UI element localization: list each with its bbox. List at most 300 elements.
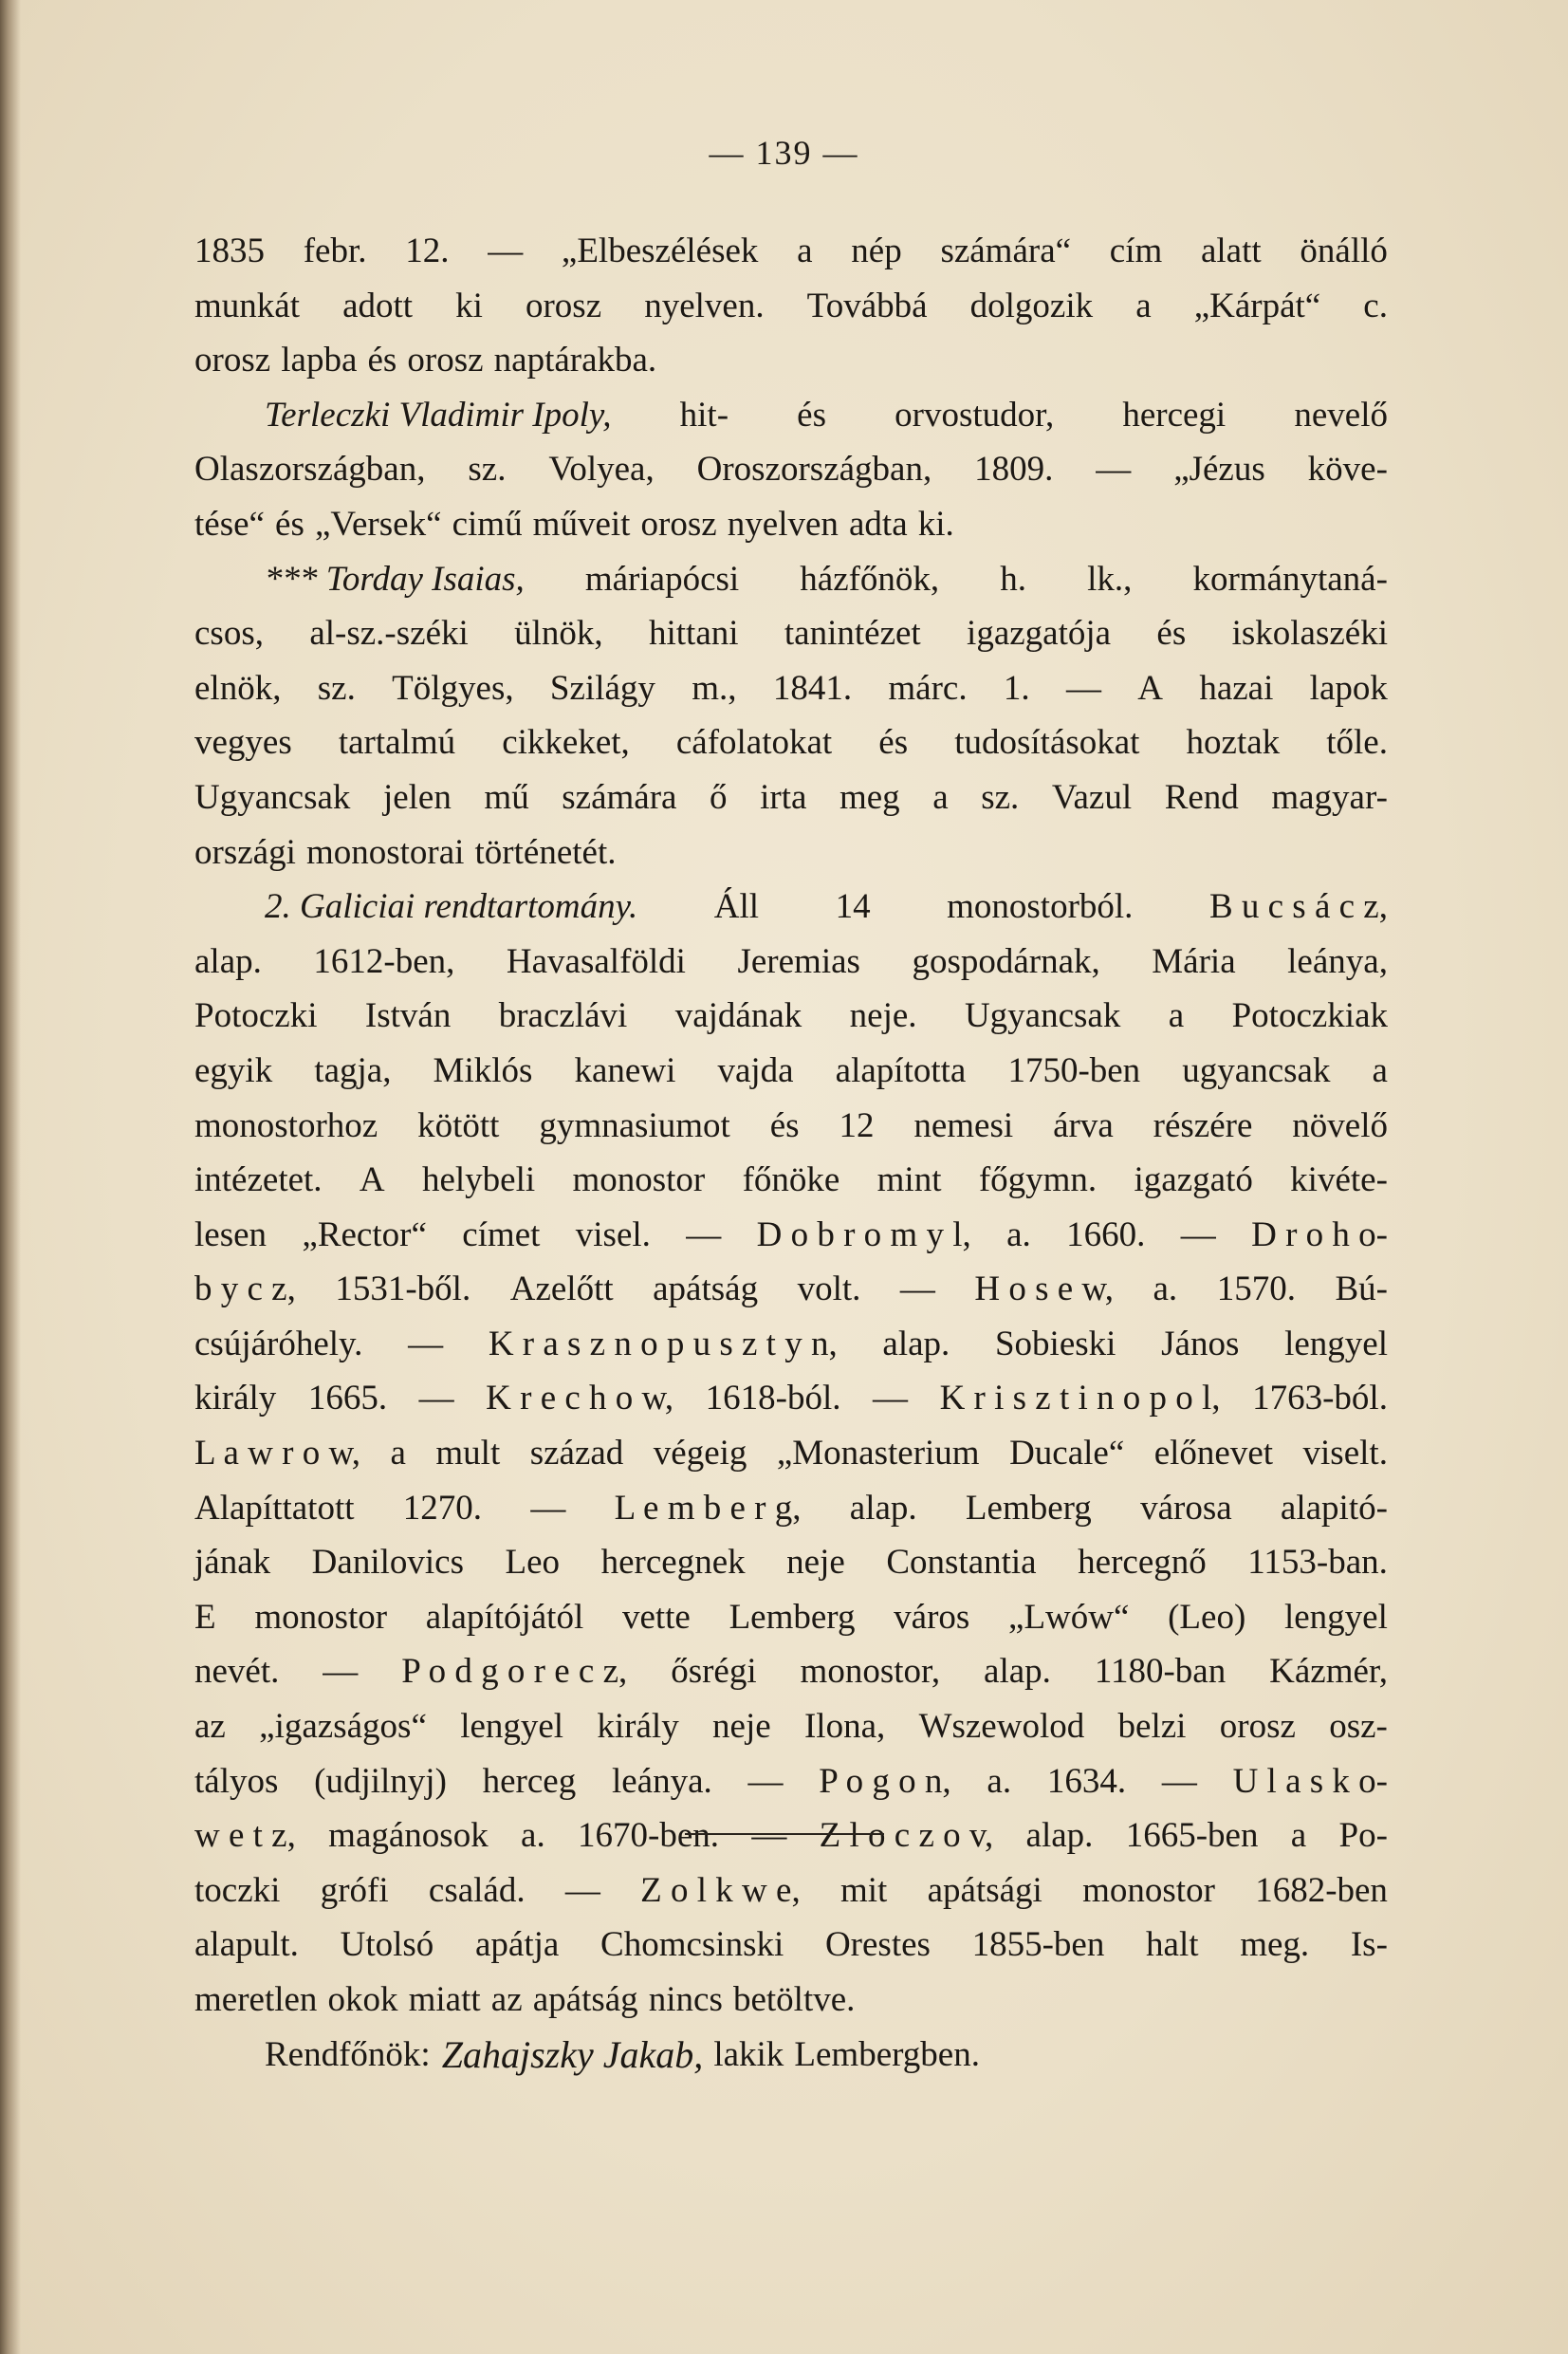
word: gymnasiumot (539, 1105, 730, 1145)
word: főgymn. (978, 1160, 1098, 1200)
word: E (194, 1597, 216, 1637)
word: cikkeket, (502, 723, 630, 763)
word: egyik (194, 1050, 273, 1090)
word: elnök, (194, 668, 282, 708)
word: alap. (849, 1488, 917, 1528)
word: iskolaszéki (1231, 614, 1388, 654)
word: kötött (417, 1105, 500, 1145)
word: halt (1146, 1925, 1199, 1965)
word: Z l o c z o v, (819, 1816, 994, 1856)
word: — (530, 1488, 566, 1528)
text-line (194, 1208, 1388, 1263)
word: nincs (648, 1980, 723, 2019)
text-line (194, 1808, 1388, 1863)
word: *** Torday Isaias, (265, 559, 525, 599)
text-line (194, 1918, 1388, 1973)
word: Z o l k w e, (640, 1870, 801, 1910)
word: Wszewolod (918, 1707, 1085, 1747)
word: „Lwów“ (1008, 1597, 1130, 1637)
word: magyar- (1271, 777, 1388, 817)
word: naptárakba. (493, 341, 657, 380)
word: Szilágy (549, 668, 655, 708)
word: tályos (194, 1761, 279, 1801)
word: Vazul (1051, 777, 1133, 817)
word: — (1096, 450, 1132, 490)
word: ki (455, 286, 483, 325)
word: Áll (713, 887, 760, 927)
word: — (747, 1761, 784, 1801)
word: történetét. (474, 832, 617, 872)
word: orosz (1219, 1707, 1296, 1747)
text-line (194, 1099, 1388, 1154)
word: magánosok (328, 1816, 489, 1856)
word: városa (1140, 1488, 1232, 1528)
word: alap. (882, 1324, 950, 1363)
word: (udjilnyj) (314, 1761, 447, 1801)
word: házfőnök, (800, 559, 940, 599)
word: jelen (382, 777, 452, 817)
word: intézetet. (194, 1160, 323, 1200)
word: márc. (888, 668, 968, 708)
text-line (194, 606, 1388, 661)
word: 14 (835, 887, 871, 927)
word: tagja, (314, 1050, 392, 1090)
word: tartalmú (338, 723, 456, 763)
word: viselt. (1302, 1434, 1388, 1474)
word: alap. (1025, 1816, 1094, 1856)
word: D r o h o- (1251, 1214, 1388, 1254)
word: 1660. (1066, 1214, 1146, 1254)
text-line (194, 1973, 1388, 2028)
word: végeig (653, 1434, 747, 1474)
word: helybeli (421, 1160, 536, 1200)
word: Tölgyes, (392, 668, 514, 708)
word: Azelőtt (509, 1270, 614, 1309)
word: országi (194, 832, 296, 872)
word: L a w r o w, (194, 1434, 361, 1474)
word: febr. (303, 232, 367, 270)
word: Zahajszky Jakab, (441, 2032, 704, 2076)
word: igazgató (1134, 1160, 1253, 1200)
word: toczki (194, 1870, 281, 1910)
word: orosz (407, 341, 484, 380)
word: P o g o n, (819, 1761, 951, 1801)
word: apátsági (927, 1870, 1042, 1910)
word: w e t z, (194, 1816, 296, 1856)
word: vette (621, 1597, 691, 1637)
text-line (194, 1481, 1388, 1536)
word: lengyel (1284, 1324, 1388, 1363)
text-line (194, 1044, 1388, 1099)
word: gospodárnak, (912, 941, 1100, 981)
word: Olaszországban, (194, 450, 426, 490)
word: adta (849, 504, 908, 544)
word: Bú- (1335, 1270, 1388, 1309)
word: és (275, 504, 304, 544)
word: kanewi (574, 1050, 676, 1090)
word: „Versek“ (314, 504, 442, 544)
word: kormánytaná- (1192, 559, 1388, 599)
word: lengyel (460, 1707, 564, 1747)
word: nyelven (727, 504, 839, 544)
word: a. (1006, 1214, 1031, 1254)
word: 2. Galiciai rendtartomány. (265, 887, 638, 927)
word: hittani (649, 614, 739, 654)
word: Kázmér, (1269, 1652, 1388, 1692)
word: tanintézet (784, 614, 921, 654)
word: A (1137, 668, 1163, 708)
word: Alapíttatott (194, 1488, 355, 1528)
word: sz. (981, 777, 1020, 817)
word: Utolsó (340, 1925, 434, 1965)
word: 12 (839, 1105, 875, 1145)
word: hoztak (1186, 723, 1281, 763)
word: — (1161, 1761, 1197, 1801)
word: sz. (317, 668, 356, 708)
word: csos, (194, 614, 264, 654)
word: „Monasterium (776, 1434, 980, 1474)
word: orosz (640, 504, 717, 544)
word: 1841. (772, 668, 853, 708)
word: Constantia (886, 1543, 1037, 1583)
word: dolgozik (969, 286, 1094, 325)
word: neje (712, 1707, 771, 1747)
word: város (894, 1597, 970, 1637)
word: „Elbeszélések (561, 232, 759, 270)
word: meg. (1240, 1925, 1310, 1965)
word: braczlávi (498, 996, 628, 1036)
word: lk., (1087, 559, 1133, 599)
word: — (323, 1652, 359, 1692)
word: nevelő (1294, 395, 1388, 435)
word: okok (327, 1980, 398, 2019)
word: század (529, 1434, 624, 1474)
word: Havasalföldi (506, 941, 686, 981)
word: 12. (405, 232, 450, 270)
word: Jeremias (737, 941, 860, 981)
word: 1612-ben, (313, 941, 455, 981)
page-binding-shadow (0, 0, 21, 2354)
word: család. (428, 1870, 526, 1910)
word: Volyea, (548, 450, 655, 490)
word: „Jézus (1173, 450, 1265, 490)
word: máriapócsi (584, 559, 740, 599)
word: 1670-ben. (578, 1816, 720, 1856)
word: betöltve. (732, 1980, 856, 2019)
word: apátság (532, 1980, 638, 2019)
word: „igazságos“ (259, 1707, 427, 1747)
word: alatt (1200, 232, 1262, 270)
word: főnöke (742, 1160, 840, 1200)
word: Rendfőnök: (265, 2034, 431, 2074)
text-line (194, 1153, 1388, 1208)
word: orosz (194, 341, 271, 380)
page-number: — 139 — (709, 134, 859, 172)
text-line (194, 1262, 1388, 1317)
word: — (686, 1214, 722, 1254)
word: 1618-ból. (705, 1379, 841, 1418)
word: csújáróhely. (194, 1324, 363, 1363)
word: 1809. (974, 450, 1054, 490)
word: neje. (849, 996, 917, 1036)
text-line (194, 388, 1388, 443)
word: mű (484, 777, 529, 817)
word: vegyes (194, 723, 292, 763)
word: 1750-ben (1007, 1050, 1141, 1090)
word: hit- (679, 395, 729, 435)
word: ő (710, 777, 728, 817)
word: munkát (194, 286, 300, 325)
text-line (194, 935, 1388, 990)
word: grófi (320, 1870, 389, 1910)
word: hazai (1199, 668, 1274, 708)
word: hercegi (1122, 395, 1227, 435)
word: — (488, 232, 524, 270)
word: 1665. (307, 1379, 388, 1418)
word: monostor, (800, 1652, 941, 1692)
word: számára (562, 777, 677, 817)
word: 1270. (402, 1488, 483, 1528)
word: 1763-ból. (1252, 1379, 1388, 1418)
word: cáfolatokat (675, 723, 833, 763)
word: lesen (194, 1214, 267, 1254)
word: tése“ (194, 504, 265, 544)
word: Rend (1164, 777, 1239, 817)
word: mult (435, 1434, 501, 1474)
text-line (194, 825, 1388, 880)
word: Terleczki Vladimir Ipoly, (265, 395, 612, 435)
text-line (194, 1535, 1388, 1590)
word: U l a s k o- (1232, 1761, 1388, 1801)
word: leánya. (611, 1761, 712, 1801)
text-line (194, 442, 1388, 497)
word: neje (786, 1543, 845, 1583)
word: h. (1000, 559, 1027, 599)
word: nemesi (913, 1105, 1014, 1145)
word: a (390, 1434, 406, 1474)
word: nyelven. (644, 286, 765, 325)
word: c. (1363, 286, 1388, 325)
word: vajda (717, 1050, 794, 1090)
word: jának (194, 1543, 271, 1583)
word: Ilona, (803, 1707, 886, 1747)
word: m., (692, 668, 737, 708)
text-line (194, 552, 1388, 607)
word: 1855-ben (971, 1925, 1105, 1965)
word: monostor (254, 1597, 388, 1637)
word: István (364, 996, 452, 1036)
text-line (194, 497, 1388, 552)
word: 1634. (1046, 1761, 1127, 1801)
text-line (194, 880, 1388, 935)
text-line (194, 1371, 1388, 1426)
text-line (194, 279, 1388, 334)
word: az (490, 1980, 523, 2019)
word: nevét. (194, 1652, 280, 1692)
word: a. (987, 1761, 1012, 1801)
word: al-sz.-széki (309, 614, 469, 654)
word: Potoczki (194, 996, 318, 1036)
word: b y c z, (194, 1270, 296, 1309)
text-line (194, 1426, 1388, 1481)
word: mit (839, 1870, 888, 1910)
word: Leo (505, 1543, 561, 1583)
word: címet (462, 1214, 541, 1254)
word: — (408, 1324, 444, 1363)
text-line (194, 333, 1388, 388)
word: 1531-ből. (335, 1270, 471, 1309)
word: Lemberg (729, 1597, 856, 1637)
word: monostorai (305, 832, 465, 872)
word: Ducale“ (1009, 1434, 1125, 1474)
word: orosz (525, 286, 602, 325)
word: alapítójától (425, 1597, 584, 1637)
word: Chomcsinski (600, 1925, 784, 1965)
word: — (873, 1379, 909, 1418)
word: király (194, 1379, 277, 1418)
word: és (797, 395, 826, 435)
word: nép (851, 232, 902, 270)
word: Orestes (824, 1925, 931, 1965)
word: meretlen (194, 1980, 318, 2019)
word: — (418, 1379, 454, 1418)
word: növelő (1292, 1105, 1388, 1145)
word: D o b r o m y l, (756, 1214, 971, 1254)
word: számára“ (940, 232, 1072, 270)
word: 1. (1003, 668, 1030, 708)
word: Mária (1152, 941, 1236, 981)
word: K r a s z n o p u s z t y n, (488, 1324, 838, 1363)
word: L e m b e r g, (614, 1488, 802, 1528)
word: Potoczkiak (1231, 996, 1388, 1036)
word: monostorból. (947, 887, 1134, 927)
word: — (751, 1816, 787, 1856)
word: Po- (1338, 1816, 1388, 1856)
word: a (932, 777, 949, 817)
word: K r e c h o w, (486, 1379, 674, 1418)
word: hercegnek (600, 1543, 746, 1583)
word: műveit (532, 504, 631, 544)
word: ősrégi (671, 1652, 757, 1692)
word: lapok (1309, 668, 1388, 708)
word: osz- (1329, 1707, 1388, 1747)
word: visel. (575, 1214, 651, 1254)
word: adott (342, 286, 414, 325)
word: — (1180, 1214, 1216, 1254)
word: Ugyancsak (964, 996, 1121, 1036)
word: és (878, 723, 909, 763)
word: árva (1053, 1105, 1114, 1145)
word: Is- (1350, 1925, 1388, 1965)
word: ülnök, (514, 614, 603, 654)
text-line (194, 989, 1388, 1044)
word: 1153-ban. (1247, 1543, 1388, 1583)
word: János (1161, 1324, 1240, 1363)
word: a. (1153, 1270, 1178, 1309)
word: önálló (1300, 232, 1388, 270)
section-divider-rule (685, 1833, 884, 1835)
word: Ugyancsak (194, 777, 351, 817)
word: Sobieski (994, 1324, 1116, 1363)
text-line (194, 1863, 1388, 1918)
word: sz. (468, 450, 507, 490)
word: alap. (984, 1652, 1051, 1692)
word: köve- (1307, 450, 1388, 490)
word: volt. (797, 1270, 861, 1309)
text-line (194, 1754, 1388, 1809)
word: orvostudor, (895, 395, 1055, 435)
word: a (1168, 996, 1185, 1036)
word: igazgatója (967, 614, 1112, 654)
word: előnevet (1153, 1434, 1274, 1474)
word: vajdának (674, 996, 802, 1036)
word: részére (1153, 1105, 1253, 1145)
word: apátság (653, 1270, 759, 1309)
word: 1570. (1216, 1270, 1296, 1309)
word: leánya, (1287, 941, 1388, 981)
word: „Kárpát“ (1193, 286, 1321, 325)
word: Lembergben. (794, 2034, 980, 2074)
word: és (769, 1105, 800, 1145)
word: ki. (917, 504, 954, 544)
word: alapitó- (1280, 1488, 1388, 1528)
word: (Leo) (1168, 1597, 1246, 1637)
text-line (194, 770, 1388, 825)
word: — (899, 1270, 935, 1309)
word: alapította (835, 1050, 967, 1090)
word: mint (876, 1160, 942, 1200)
word: belzi (1117, 1707, 1187, 1747)
word: 1682-ben (1255, 1870, 1388, 1910)
word: 1665-ben (1125, 1816, 1259, 1856)
word: monostorhoz (194, 1105, 378, 1145)
word: Továbbá (806, 286, 928, 325)
word: és (1156, 614, 1187, 654)
word: herceg (482, 1761, 577, 1801)
word: lengyel (1283, 1597, 1388, 1637)
word: — (564, 1870, 600, 1910)
word: ugyancsak (1182, 1050, 1331, 1090)
word: tőle. (1326, 723, 1388, 763)
word: A (359, 1160, 385, 1200)
word: B u c s á c z, (1208, 887, 1388, 927)
word: cím (1109, 232, 1163, 270)
word: alap. (194, 941, 262, 981)
word: „Rector“ (302, 1214, 427, 1254)
word: — (1065, 668, 1101, 708)
word: hercegnő (1078, 1543, 1207, 1583)
word: 1835 (194, 232, 265, 270)
word: P o d g o r e c z, (401, 1652, 628, 1692)
word: kivéte- (1290, 1160, 1388, 1200)
text-line (194, 661, 1388, 716)
word: Lemberg (965, 1488, 1092, 1528)
word: Danilovics (311, 1543, 464, 1583)
text-line (194, 715, 1388, 770)
word: K r i s z t i n o p o l, (939, 1379, 1221, 1418)
word: király (597, 1707, 679, 1747)
word: alapult. (194, 1925, 299, 1965)
word: H o s e w, (974, 1270, 1114, 1309)
word: a (1290, 1816, 1307, 1856)
word: 1180-ban (1094, 1652, 1227, 1692)
word: Miklós (433, 1050, 533, 1090)
word: a (1135, 286, 1152, 325)
word: az (194, 1707, 226, 1747)
text-line (194, 1317, 1388, 1372)
text-line (194, 1644, 1388, 1699)
word: a (1372, 1050, 1388, 1090)
